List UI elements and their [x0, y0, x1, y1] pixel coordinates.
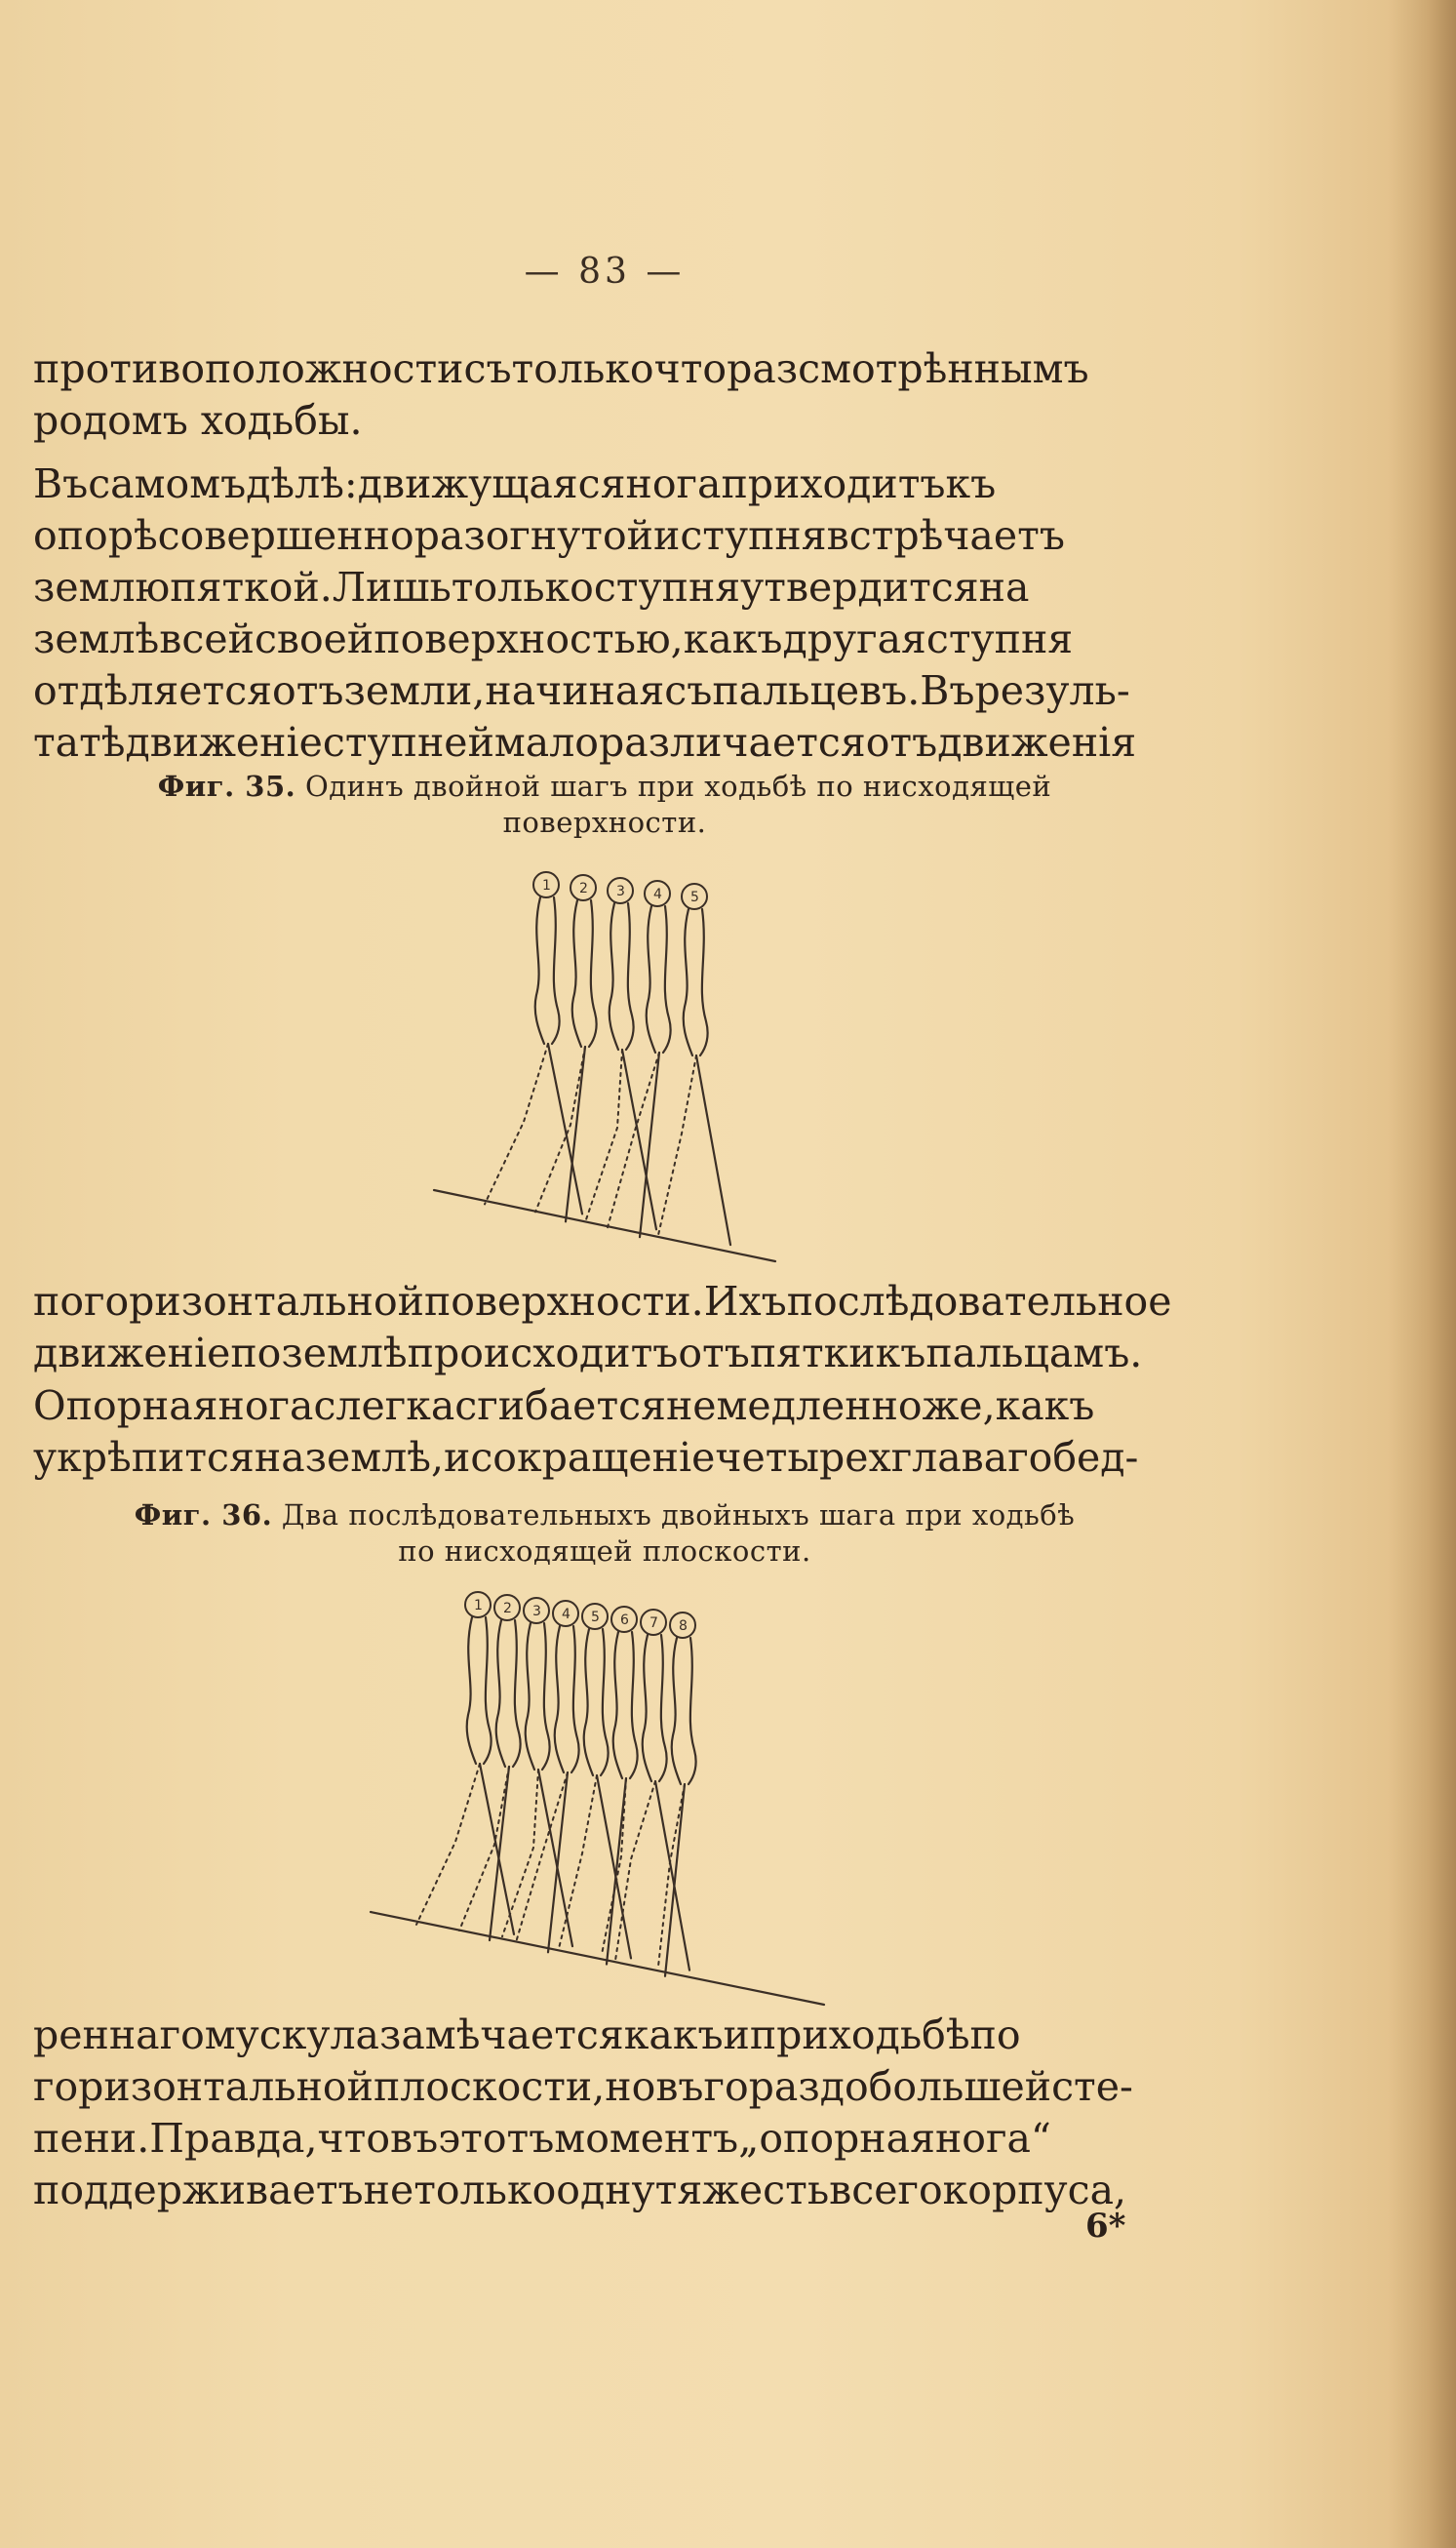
- word: пальцамъ.: [925, 1330, 1143, 1376]
- paragraph-2: [33, 458, 1179, 769]
- swing-leg: [502, 1770, 538, 1936]
- word: утвердится: [740, 564, 979, 611]
- word: пальцевъ.: [712, 667, 921, 714]
- figure-35-caption: [59, 769, 1151, 841]
- walker-figure-3: [502, 1598, 572, 1946]
- word: корпуса,: [942, 2167, 1127, 2213]
- word: какъ: [995, 1382, 1095, 1429]
- text-line: родомъ ходьбы.: [33, 397, 363, 444]
- word: различается: [598, 719, 866, 766]
- text-line: [33, 614, 1179, 665]
- word: тяжесть: [654, 2167, 830, 2213]
- word: землю: [33, 564, 171, 611]
- word: не: [363, 2167, 414, 2213]
- word: всей: [159, 616, 255, 662]
- word: горизонтальной: [84, 1278, 424, 1325]
- walker-figure-4: [608, 881, 671, 1237]
- walker-figure-1: [485, 872, 582, 1214]
- figure-number: 5: [690, 890, 699, 905]
- word: только: [451, 564, 594, 611]
- text-line: [33, 665, 1179, 717]
- word: пятки: [749, 1330, 876, 1376]
- walker-figure-2: [535, 875, 597, 1221]
- walker-figure-5: [658, 884, 730, 1245]
- figure-number: 1: [542, 878, 551, 894]
- word: плоскости,: [373, 2063, 606, 2110]
- word: при: [749, 2011, 829, 2058]
- word: моментъ: [554, 2115, 739, 2162]
- word: пени.: [33, 2115, 150, 2162]
- word: поверхности.: [423, 1278, 704, 1325]
- word: замѣчается: [379, 2011, 624, 2058]
- body-profile: [535, 897, 544, 1044]
- word: землѣ,: [304, 1434, 444, 1481]
- slope-line: [371, 1912, 824, 2005]
- word: нога: [625, 460, 722, 507]
- word: движущаяся: [357, 460, 626, 507]
- swing-leg: [416, 1764, 480, 1925]
- support-leg: [566, 1047, 585, 1221]
- word: поверхностью,: [374, 616, 684, 662]
- paragraph-5: [33, 2010, 1179, 2216]
- word: же,: [922, 1382, 996, 1429]
- figure-36-caption: [59, 1497, 1151, 1570]
- word: сте-: [1051, 2063, 1133, 2110]
- figure-number: 5: [591, 1610, 600, 1625]
- word: бед-: [1052, 1434, 1139, 1481]
- swing-leg: [459, 1767, 509, 1931]
- word: сокращенiе: [470, 1434, 716, 1481]
- swing-leg: [485, 1044, 548, 1204]
- text-line: [33, 1432, 1179, 1484]
- figure-number: 2: [503, 1601, 512, 1616]
- figure-number: 4: [653, 887, 662, 902]
- figure-36-walking-diagram: [366, 1575, 844, 2014]
- word: нога“: [934, 2115, 1051, 2162]
- support-leg: [640, 1053, 659, 1237]
- body-profile: [526, 1623, 534, 1770]
- figure-number: 4: [562, 1607, 571, 1622]
- word: землѣ: [281, 1330, 408, 1376]
- figure-number: 8: [679, 1618, 688, 1634]
- word: къ: [875, 1330, 926, 1376]
- word: движенiе: [125, 719, 323, 766]
- word: что: [317, 2115, 391, 2162]
- back-profile: [484, 1617, 492, 1764]
- word: слегка: [313, 1382, 455, 1429]
- walker-figure-8: [658, 1612, 696, 1976]
- back-profile: [700, 909, 708, 1055]
- word: Въ: [33, 460, 89, 507]
- word: поддерживаетъ: [33, 2167, 364, 2213]
- word: немедленно: [665, 1382, 923, 1429]
- word: противоположности: [33, 345, 464, 392]
- word: происходитъ: [407, 1330, 679, 1376]
- text-line: [33, 562, 1179, 614]
- word: и: [653, 512, 681, 559]
- text-line: [33, 717, 1179, 769]
- word: четырехглаваго: [715, 1434, 1053, 1481]
- text-line: [33, 2113, 1179, 2165]
- text-line: [33, 1328, 1179, 1379]
- support-leg: [696, 1055, 730, 1245]
- support-leg: [607, 1778, 626, 1965]
- word: своей: [254, 616, 374, 662]
- word: что: [653, 345, 728, 392]
- word: отдѣляется: [33, 667, 273, 714]
- word: начиная: [485, 667, 665, 714]
- word: только: [511, 345, 654, 392]
- word: мало: [493, 719, 599, 766]
- caption-line-2: поверхности.: [502, 806, 707, 839]
- text-line: [33, 510, 1179, 562]
- word: ходьбѣ: [828, 2011, 970, 2058]
- body-profile: [613, 1632, 622, 1778]
- word: по: [969, 2011, 1021, 2058]
- back-profile: [601, 1629, 609, 1775]
- figure-number: 6: [620, 1612, 629, 1628]
- walker-figure-7: [615, 1610, 689, 1971]
- word: разсмотрѣннымъ: [727, 345, 1089, 392]
- paragraph-3: [33, 1276, 1179, 1379]
- word: одну: [556, 2167, 655, 2213]
- word: съ: [463, 345, 512, 392]
- word: сгибается: [454, 1382, 666, 1429]
- figure-number: 3: [616, 884, 625, 899]
- walker-figure-6: [602, 1607, 638, 1965]
- word: но: [605, 2063, 656, 2110]
- word: другая: [782, 616, 926, 662]
- text-line: [33, 2010, 1179, 2061]
- back-profile: [689, 1638, 696, 1784]
- word: самомъ: [88, 460, 247, 507]
- word: какъ: [623, 2011, 724, 2058]
- support-leg: [548, 1044, 582, 1214]
- word: татѣ: [33, 719, 126, 766]
- text-line: [33, 2061, 1179, 2113]
- caption-text: Два послѣдовательныхъ двойныхъ шага при ходьбѣ: [281, 1498, 1076, 1532]
- word: и: [723, 2011, 750, 2058]
- word: землѣ: [33, 616, 160, 662]
- slope-line: [434, 1190, 775, 1261]
- caption-line-1: [59, 1497, 1151, 1533]
- swing-leg: [615, 1781, 655, 1961]
- word: на: [254, 1434, 305, 1481]
- page-number: — 83 —: [524, 252, 686, 292]
- word: всего: [829, 2167, 943, 2213]
- word: совершенно: [157, 512, 414, 559]
- word: движенiя: [937, 719, 1137, 766]
- word: движенiе: [33, 1330, 231, 1376]
- caption-line-1: [59, 769, 1151, 805]
- word: „опорная: [738, 2115, 935, 2162]
- word: дѣлѣ:: [246, 460, 358, 507]
- body-profile: [572, 900, 581, 1047]
- word: отъ: [678, 1330, 750, 1376]
- support-leg: [490, 1767, 509, 1940]
- body-profile: [647, 906, 655, 1053]
- body-profile: [643, 1635, 651, 1781]
- text-line: [33, 458, 1179, 510]
- word: резуль-: [974, 667, 1130, 714]
- word: ступней: [322, 719, 494, 766]
- back-profile: [659, 1635, 667, 1781]
- walker-figure-4: [516, 1601, 579, 1952]
- word: съ: [664, 667, 713, 714]
- back-profile: [552, 897, 560, 1044]
- word: мускула: [204, 2011, 379, 2058]
- figure-35-walking-diagram: [429, 854, 790, 1273]
- word: приходитъ: [721, 460, 946, 507]
- word: отъ: [272, 667, 344, 714]
- back-profile: [571, 1626, 579, 1772]
- word: на: [978, 564, 1030, 611]
- body-profile: [584, 1629, 593, 1775]
- support-leg: [597, 1775, 631, 1958]
- paragraph-4: [33, 1380, 1179, 1484]
- word: ступня: [593, 564, 741, 611]
- word: нога: [217, 1382, 314, 1429]
- support-leg: [538, 1770, 572, 1946]
- figure-number: 7: [649, 1615, 658, 1631]
- page-edge-shadow: [1388, 0, 1456, 2548]
- text-line: [33, 1380, 1179, 1432]
- body-profile: [496, 1620, 505, 1767]
- word: опорѣ: [33, 512, 158, 559]
- word: ступня: [680, 512, 827, 559]
- walker-figure-5: [559, 1604, 631, 1958]
- word: въ: [390, 2115, 439, 2162]
- word: пяткой.: [170, 564, 333, 611]
- back-profile: [589, 900, 597, 1047]
- word: Опорная: [33, 1382, 218, 1429]
- swing-leg: [516, 1772, 568, 1942]
- figure-number: 2: [579, 881, 588, 896]
- back-profile: [626, 903, 634, 1050]
- body-profile: [672, 1638, 681, 1784]
- word: гораздо: [703, 2063, 869, 2110]
- body-profile: [467, 1617, 476, 1764]
- word: по: [230, 1330, 282, 1376]
- word: Ихъ: [703, 1278, 787, 1325]
- caption-label: Фиг. 35.: [157, 770, 296, 803]
- word: реннаго: [33, 2011, 205, 2058]
- back-profile: [663, 906, 671, 1053]
- word: Въ: [920, 667, 975, 714]
- support-leg: [548, 1772, 568, 1952]
- caption-text: Одинъ двойной шагъ при ходьбѣ по нисходящей: [304, 770, 1052, 803]
- paragraph-1: [33, 343, 1179, 447]
- word: земли,: [343, 667, 486, 714]
- word: встрѣчаетъ: [826, 512, 1065, 559]
- signature-mark: 6*: [1085, 2207, 1126, 2246]
- body-profile: [555, 1626, 564, 1772]
- word: укрѣпится: [33, 1434, 255, 1481]
- walker-figure-1: [416, 1592, 514, 1934]
- word: ступня: [925, 616, 1074, 662]
- word: Лишь: [332, 564, 452, 611]
- caption-label: Фиг. 36.: [134, 1498, 273, 1532]
- body-profile: [610, 903, 618, 1050]
- figure-number: 1: [474, 1598, 483, 1613]
- word: и: [444, 1434, 471, 1481]
- text-line: [33, 2165, 1179, 2216]
- body-profile: [684, 909, 692, 1055]
- text-line: [33, 1276, 1179, 1328]
- back-profile: [630, 1632, 638, 1778]
- swing-leg: [658, 1055, 696, 1235]
- back-profile: [542, 1623, 550, 1770]
- back-profile: [513, 1620, 521, 1767]
- word: только: [413, 2167, 557, 2213]
- text-line: [33, 343, 1179, 395]
- word: Правда,: [149, 2115, 318, 2162]
- word: въ: [655, 2063, 704, 2110]
- word: по: [33, 1278, 85, 1325]
- word: какъ: [683, 616, 783, 662]
- word: разогнутой: [413, 512, 653, 559]
- word: отъ: [865, 719, 938, 766]
- support-leg: [480, 1764, 514, 1934]
- figure-number: 3: [532, 1604, 541, 1619]
- word: послѣдовательное: [786, 1278, 1172, 1325]
- word: къ: [945, 460, 997, 507]
- word: этотъ: [438, 2115, 555, 2162]
- word: горизонтальной: [33, 2063, 374, 2110]
- word: большей: [868, 2063, 1052, 2110]
- caption-line-2: по нисходящей плоскости.: [398, 1534, 811, 1568]
